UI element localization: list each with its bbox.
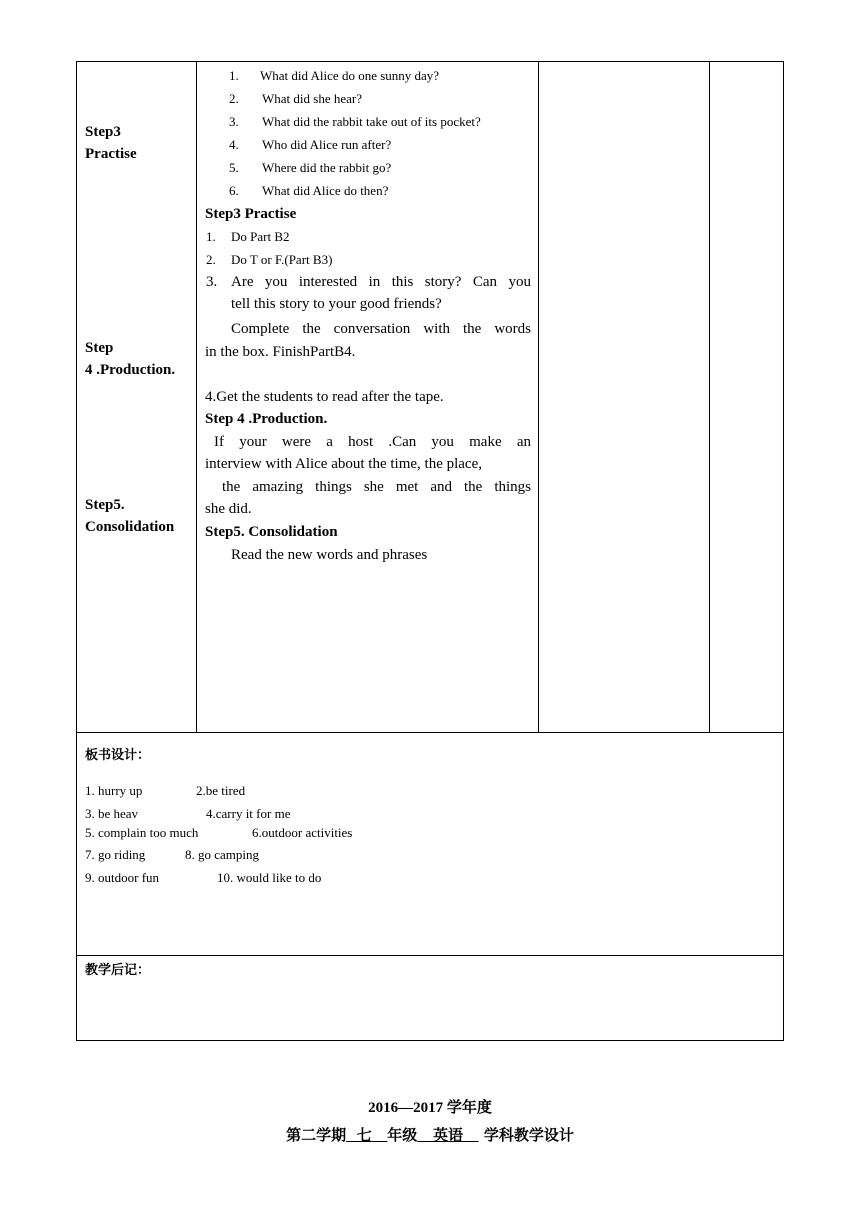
board-item: 2.be tired bbox=[196, 783, 246, 798]
question-text: What did she hear? bbox=[262, 91, 362, 106]
question-text: What did Alice do one sunny day? bbox=[260, 68, 440, 83]
production-line1: If your were a host .Can you make an bbox=[214, 434, 531, 450]
practise-item-text: Do T or F.(Part B3) bbox=[231, 252, 333, 267]
board-item: 1. hurry up bbox=[85, 783, 143, 798]
consolidation-title: Step5. Consolidation bbox=[205, 524, 338, 540]
step4-label-line1: Step bbox=[85, 340, 114, 356]
question-number: 3. bbox=[229, 114, 239, 129]
practise-complete-line1: Complete the conversation with the words bbox=[231, 321, 531, 337]
board-item: 10. would like to do bbox=[217, 870, 322, 885]
production-title: Step 4 .Production. bbox=[205, 411, 328, 427]
row-divider-notes bbox=[76, 955, 784, 956]
board-item: 4.carry it for me bbox=[206, 806, 291, 821]
footer-design-label: 学科教学设计 bbox=[483, 1126, 574, 1144]
practise-item3-number: 3. bbox=[206, 274, 218, 290]
board-design-title: 板书设计： bbox=[85, 748, 151, 763]
production-line4: she did. bbox=[205, 501, 252, 517]
step4-label bbox=[85, 337, 175, 381]
question-number: 2. bbox=[229, 91, 239, 106]
board-item: 6.outdoor activities bbox=[252, 825, 353, 840]
row-divider-board bbox=[76, 732, 784, 733]
col-divider-3 bbox=[709, 61, 710, 733]
step3-label-line2: Practise bbox=[85, 146, 137, 162]
step5-label-line1: Step5. bbox=[85, 497, 125, 513]
question-text: Who did Alice run after? bbox=[262, 137, 392, 152]
footer-subject-blank bbox=[417, 1126, 478, 1144]
board-item: 9. outdoor fun bbox=[85, 870, 160, 885]
question-text: Where did the rabbit go? bbox=[262, 160, 392, 175]
board-item: 3. be heav bbox=[85, 806, 139, 821]
practise-item-text: Do Part B2 bbox=[231, 229, 290, 244]
footer-subject-line bbox=[0, 1123, 860, 1147]
table-left-border bbox=[76, 61, 77, 1041]
question-text: What did Alice do then? bbox=[262, 183, 389, 198]
board-item: 8. go camping bbox=[185, 847, 260, 862]
teaching-notes-title: 教学后记： bbox=[85, 963, 151, 978]
practise-complete-line2: in the box. FinishPartB4. bbox=[205, 344, 356, 360]
table-right-border bbox=[783, 61, 784, 1041]
step5-label bbox=[85, 494, 174, 538]
question-number: 6. bbox=[229, 183, 239, 198]
footer-subject: 英语 bbox=[432, 1126, 463, 1144]
footer-year bbox=[0, 1096, 860, 1120]
col-divider-2 bbox=[538, 61, 539, 733]
step5-label-line2: Consolidation bbox=[85, 519, 175, 535]
consolidation-line1: Read the new words and phrases bbox=[231, 547, 428, 563]
table-top-border bbox=[76, 61, 784, 62]
step3-label-line1: Step3 bbox=[85, 124, 121, 140]
table-bottom-border bbox=[76, 1040, 784, 1041]
footer-semester: 第二学期 bbox=[286, 1126, 347, 1144]
question-number: 1. bbox=[229, 68, 239, 83]
practise-title: Step3 Practise bbox=[205, 206, 297, 222]
col-divider-1 bbox=[196, 61, 197, 733]
question-number: 4. bbox=[229, 137, 239, 152]
footer-grade-blank bbox=[346, 1126, 387, 1144]
practise-item3-line2: tell this story to your good friends? bbox=[231, 296, 442, 312]
footer-grade: 七 bbox=[356, 1126, 372, 1144]
practise-item4: 4.Get the students to read after the tape. bbox=[205, 389, 444, 405]
step3-label bbox=[85, 121, 137, 165]
question-text: What did the rabbit take out of its pocket? bbox=[262, 114, 481, 129]
footer-grade-label: 年级 bbox=[387, 1126, 418, 1144]
board-item: 7. go riding bbox=[85, 847, 146, 862]
question-number: 5. bbox=[229, 160, 239, 175]
practise-item-number: 1. bbox=[206, 229, 216, 244]
footer-year-text: 2016—2017 学年度 bbox=[368, 1100, 492, 1116]
step4-label-line2: 4 .Production. bbox=[85, 362, 176, 378]
production-line2: interview with Alice about the time, the place, bbox=[205, 456, 482, 472]
practise-item-number: 2. bbox=[206, 252, 216, 267]
production-line3: the amazing things she met and the things bbox=[222, 479, 531, 495]
practise-item3-line1: Are you interested in this story? Can you bbox=[231, 274, 531, 290]
board-item: 5. complain too much bbox=[85, 825, 199, 840]
